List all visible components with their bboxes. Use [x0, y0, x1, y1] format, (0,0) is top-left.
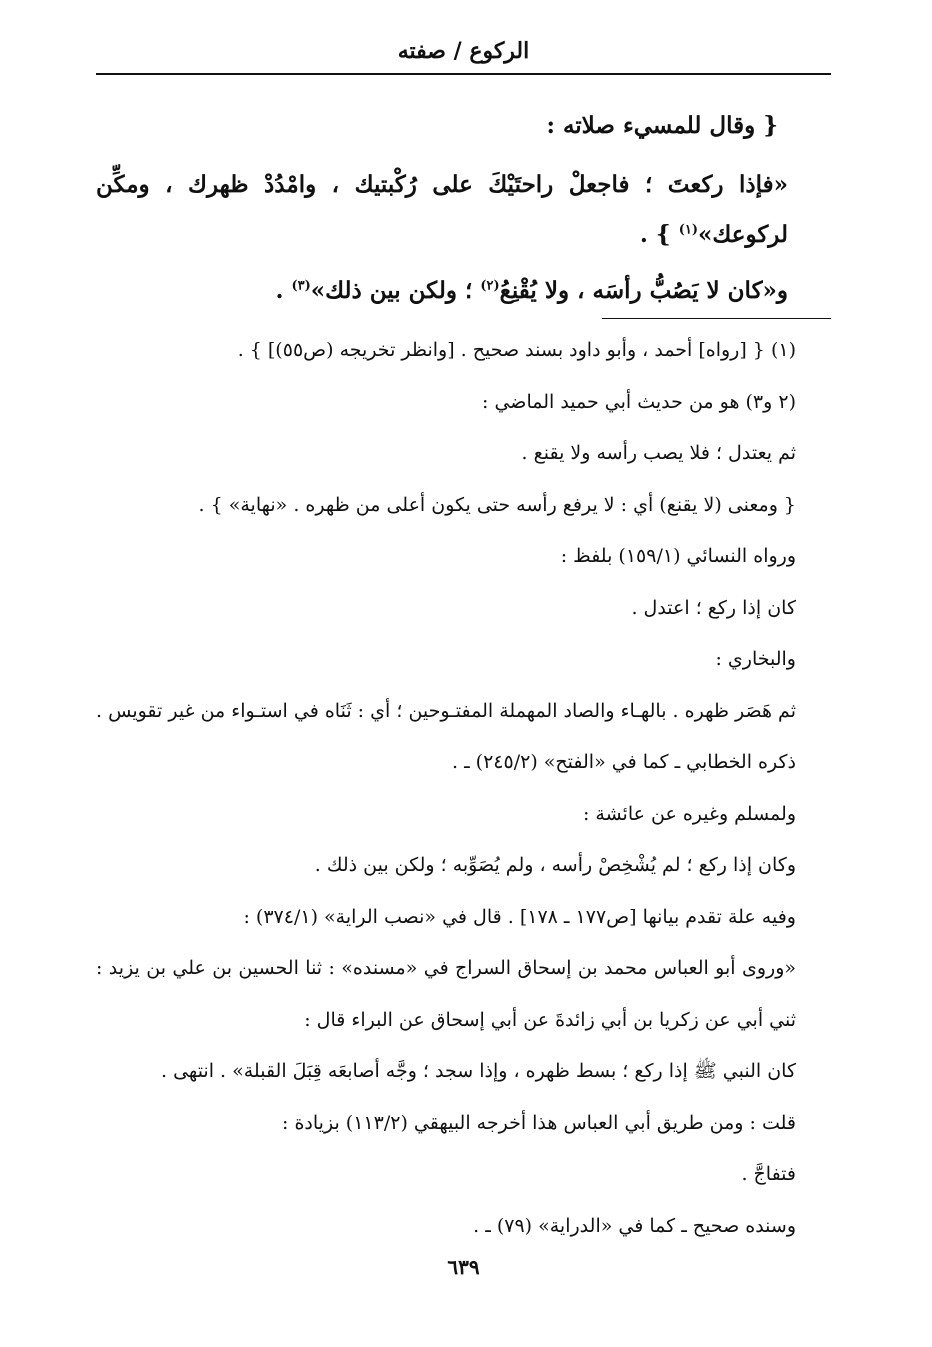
- footnote-line: والبخاري :: [715, 648, 796, 670]
- footnote-divider: [602, 318, 831, 319]
- footnote-line: «وروى أبو العباس محمد بن إسحاق السراج في «مسنده» : ثنا الحسين بن علي بن يزيد : ثني أبي عن زكريا بن أبي زائدةَ عن أبي إسحاق عن البراء قال :: [96, 957, 796, 1031]
- footnote-line: كان إذا ركع ؛ اعتدل .: [631, 596, 796, 619]
- footnote-line: ثم هَصَر ظهره . بالهـاء والصاد المهملة المفتـوحين ؛ أي : ثَنَاه في استـواء من غير تقويس . ذكره الخطابي ـ كما في «الفتح» (٢٤٥/٢) ـ .: [96, 699, 796, 773]
- footnote-line: وفيه علة تقدم بيانها [ص١٧٧ ـ ١٧٨] . قال في «نصب الراية» (٣٧٤/١) :: [243, 905, 796, 928]
- footnote-line: (٢ و٣) هو من حديث أبي حميد الماضي :: [482, 390, 796, 413]
- footnote-ref-2: (٢): [480, 278, 500, 294]
- hadith-1-text: «فإذا ركعتَ ؛ فاجعلْ راحتَيْكَ على رُكْبتيك ، وامْدُدْ ظهرك ، ومكِّن لركوعك»: [96, 171, 788, 248]
- hadith-2-text-b: ؛ ولكن بين ذلك»: [310, 277, 473, 304]
- footnote-line: ثم يعتدل ؛ فلا يصب رأسه ولا يقنع .: [521, 442, 796, 464]
- footnote-line: ورواه النسائي (١٥٩/١) بلفظ :: [560, 545, 796, 567]
- footnote-line: قلت : ومن طريق أبي العباس هذا أخرجه البيهقي (١١٣/٢) بزيادة :: [282, 1111, 796, 1134]
- footnote-line: ولمسلم وغيره عن عائشة :: [582, 802, 796, 825]
- intro-line: { وقال للمسيء صلاته :: [546, 112, 778, 139]
- footnote-line: وسنده صحيح ـ كما في «الدراية» (٧٩) ـ .: [473, 1214, 796, 1237]
- footnote-line: كان النبي ﷺ إذا ركع ؛ بسط ظهره ، وإذا سجد ؛ وجَّه أصابعَه قِبَلَ القبلة» . انتهى .: [161, 1060, 796, 1082]
- header-divider: [96, 73, 831, 75]
- page-number: ٦٣٩: [447, 1255, 480, 1279]
- hadith-1-end: } .: [639, 221, 671, 248]
- hadith-paragraph-1: [96, 160, 788, 260]
- footnote-ref-1: (١): [678, 222, 698, 238]
- hadith-2-end: .: [275, 277, 284, 304]
- running-header: الركوع / صفته: [397, 38, 530, 64]
- footnote-line: { ومعنى (لا يقنع) أي : لا يرفع رأسه حتى يكون أعلى من ظهره . «نهاية» } .: [198, 493, 796, 516]
- main-text: [96, 96, 788, 316]
- footnote-ref-3: (٣): [291, 278, 311, 294]
- hadith-2-text-a: و«كان لا يَصُبُّ رأسَه ، ولا يُقْنِعُ: [499, 277, 788, 304]
- footnote-line: فتفاجَّ .: [741, 1163, 796, 1185]
- footnote-line: (١) { [رواه] أحمد ، وأبو داود بسند صحيح . [وانظر تخريجه (ص٥٥)] } .: [237, 339, 796, 361]
- footnote-line: وكان إذا ركع ؛ لم يُشْخِصْ رأسه ، ولم يُصَوِّبه ؛ ولكن بين ذلك .: [314, 854, 796, 876]
- footnotes: [96, 325, 796, 1252]
- hadith-paragraph-2: [96, 266, 788, 316]
